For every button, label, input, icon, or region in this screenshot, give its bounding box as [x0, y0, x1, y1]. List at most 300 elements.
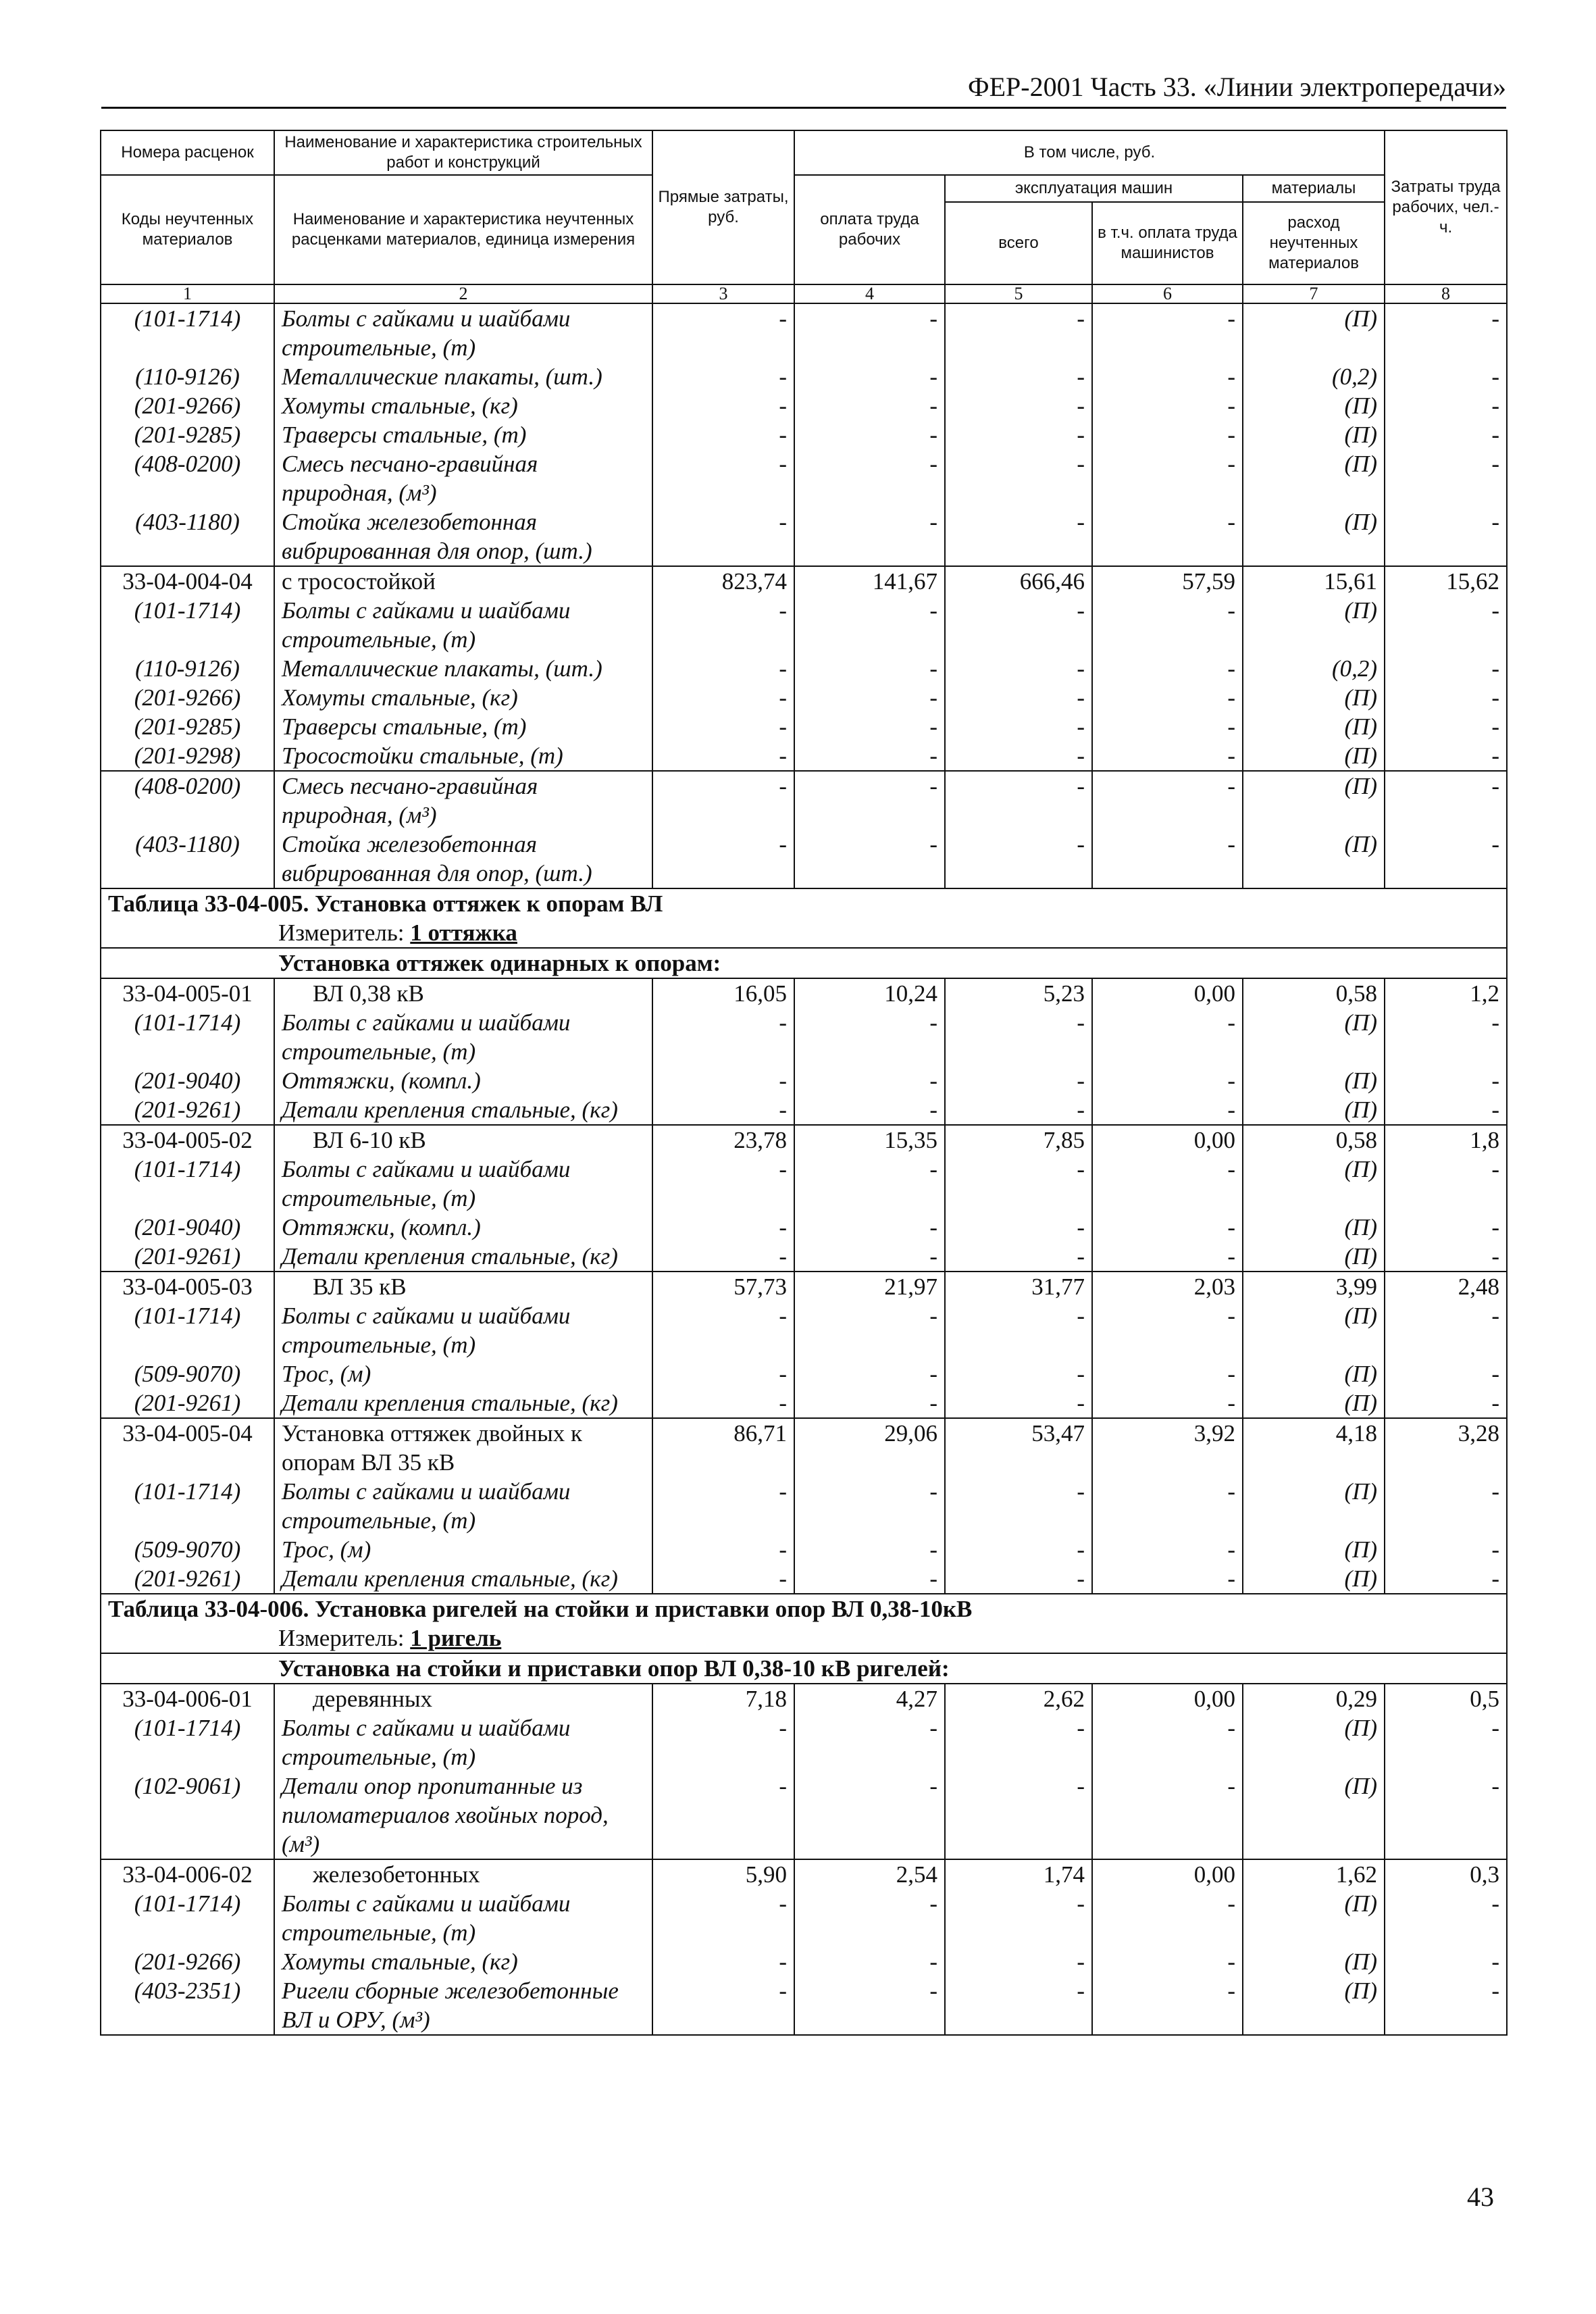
machines-total: 53,47 [945, 1418, 1092, 1477]
table-row [101, 1155, 1507, 1213]
material-name: Болты с гайками и шайбами строительные, (т) [274, 1889, 652, 1947]
direct-cost: - [652, 1564, 794, 1594]
machines-wages: - [1092, 1213, 1243, 1242]
materials: (П) [1243, 1213, 1385, 1242]
table-row [101, 1477, 1507, 1535]
materials: (П) [1243, 1564, 1385, 1594]
direct-cost: - [652, 771, 794, 830]
table-row [101, 1008, 1507, 1066]
material-name: Тросостойки стальные, (т) [274, 741, 652, 771]
table-row [101, 1125, 1507, 1155]
measure-row [101, 918, 1507, 948]
material-code: (102-9061) [101, 1771, 274, 1859]
materials: (П) [1243, 771, 1385, 830]
material-code: (101-1714) [101, 1713, 274, 1771]
col-name-top: Наименование и характеристика строительных работ и конструкций [274, 130, 652, 175]
wages: 10,24 [794, 978, 945, 1008]
machines-total: - [945, 1713, 1092, 1771]
work-name: ВЛ 6-10 кВ [274, 1125, 652, 1155]
material-code: (201-9040) [101, 1066, 274, 1095]
col-num: 3 [652, 284, 794, 303]
material-name: Стойка железобетонная вибрированная для опор, (шт.) [274, 507, 652, 566]
table-body [101, 303, 1507, 2035]
labor: - [1385, 391, 1507, 420]
col-machines: эксплуатация машин [945, 175, 1243, 202]
wages: 141,67 [794, 566, 945, 596]
materials: (П) [1243, 1947, 1385, 1976]
material-code: (408-0200) [101, 449, 274, 507]
labor: 0,3 [1385, 1859, 1507, 1889]
machines-wages: 0,00 [1092, 1125, 1243, 1155]
labor: - [1385, 303, 1507, 362]
direct-cost: - [652, 1213, 794, 1242]
labor: - [1385, 1008, 1507, 1066]
material-name: Оттяжки, (компл.) [274, 1066, 652, 1095]
col-code-top: Номера расценок [101, 130, 274, 175]
table-row [101, 362, 1507, 391]
labor: - [1385, 1242, 1507, 1272]
material-name: Детали крепления стальные, (кг) [274, 1095, 652, 1125]
machines-wages: - [1092, 1477, 1243, 1535]
machines-wages: - [1092, 362, 1243, 391]
col-labor: Затраты труда рабочих, чел.-ч. [1385, 130, 1507, 284]
col-num: 1 [101, 284, 274, 303]
wages: 2,54 [794, 1859, 945, 1889]
labor: 3,28 [1385, 1418, 1507, 1477]
measure [101, 1624, 1507, 1653]
labor: 1,8 [1385, 1125, 1507, 1155]
labor: 2,48 [1385, 1272, 1507, 1301]
material-name: Траверсы стальные, (т) [274, 712, 652, 741]
table-row [101, 654, 1507, 683]
labor: - [1385, 654, 1507, 683]
material-name: Оттяжки, (компл.) [274, 1213, 652, 1242]
machines-total: - [945, 1008, 1092, 1066]
machines-wages: - [1092, 1713, 1243, 1771]
table-row [101, 1242, 1507, 1272]
table-title-row [101, 1594, 1507, 1624]
material-code: (201-9266) [101, 1947, 274, 1976]
machines-wages: - [1092, 771, 1243, 830]
col-wages: оплата труда рабочих [794, 175, 945, 284]
table-title: Таблица 33-04-005. Установка оттяжек к опорам ВЛ [101, 888, 1507, 918]
material-name: Смесь песчано-гравийная природная, (м³) [274, 449, 652, 507]
col-name-bottom: Наименование и характеристика неучтенных расценками материалов, единица измерения [274, 175, 652, 284]
direct-cost: - [652, 712, 794, 741]
materials: (П) [1243, 303, 1385, 362]
labor: 0,5 [1385, 1684, 1507, 1713]
direct-cost: - [652, 683, 794, 712]
material-name: Ригели сборные железобетонные ВЛ и ОРУ, (м³) [274, 1976, 652, 2035]
wages: - [794, 1388, 945, 1418]
labor: - [1385, 1535, 1507, 1564]
rate-code: 33-04-005-01 [101, 978, 274, 1008]
work-name: ВЛ 35 кВ [274, 1272, 652, 1301]
wages: - [794, 1564, 945, 1594]
wages: - [794, 596, 945, 654]
table-row [101, 1684, 1507, 1713]
labor: - [1385, 596, 1507, 654]
rate-code: 33-04-006-02 [101, 1859, 274, 1889]
wages: 29,06 [794, 1418, 945, 1477]
table-row [101, 1418, 1507, 1477]
machines-total: - [945, 683, 1092, 712]
wages: - [794, 771, 945, 830]
machines-total: 2,62 [945, 1684, 1092, 1713]
machines-wages: - [1092, 1095, 1243, 1125]
wages: - [794, 1535, 945, 1564]
table-row [101, 507, 1507, 566]
machines-total: 666,46 [945, 566, 1092, 596]
materials: (П) [1243, 1301, 1385, 1359]
material-code: (201-9261) [101, 1388, 274, 1418]
material-name: Болты с гайками и шайбами строительные, (т) [274, 1008, 652, 1066]
machines-total: - [945, 362, 1092, 391]
wages: - [794, 1008, 945, 1066]
wages: - [794, 1095, 945, 1125]
materials: (П) [1243, 507, 1385, 566]
table-row [101, 712, 1507, 741]
direct-cost: - [652, 1095, 794, 1125]
material-name: Трос, (м) [274, 1535, 652, 1564]
direct-cost: 16,05 [652, 978, 794, 1008]
material-code: (403-1180) [101, 507, 274, 566]
col-num: 2 [274, 284, 652, 303]
labor: - [1385, 1889, 1507, 1947]
material-name: Металлические плакаты, (шт.) [274, 362, 652, 391]
machines-wages: - [1092, 391, 1243, 420]
machines-total: - [945, 391, 1092, 420]
machines-total: - [945, 449, 1092, 507]
wages: - [794, 507, 945, 566]
work-name: деревянных [274, 1684, 652, 1713]
table-row [101, 449, 1507, 507]
labor: - [1385, 741, 1507, 771]
direct-cost: - [652, 1359, 794, 1388]
wages: - [794, 830, 945, 888]
rate-code: 33-04-005-04 [101, 1418, 274, 1477]
material-name: Детали крепления стальные, (кг) [274, 1242, 652, 1272]
table-row [101, 1388, 1507, 1418]
wages: - [794, 391, 945, 420]
direct-cost: - [652, 420, 794, 449]
material-code: (110-9126) [101, 654, 274, 683]
wages: - [794, 1359, 945, 1388]
labor: 15,62 [1385, 566, 1507, 596]
material-code: (201-9266) [101, 683, 274, 712]
direct-cost: - [652, 1008, 794, 1066]
col-num: 8 [1385, 284, 1507, 303]
measure-label: Измеритель: [278, 1625, 411, 1651]
table-row [101, 683, 1507, 712]
labor: - [1385, 1388, 1507, 1418]
machines-wages: - [1092, 449, 1243, 507]
labor: - [1385, 507, 1507, 566]
measure [101, 918, 1507, 948]
machines-wages: - [1092, 1008, 1243, 1066]
machines-wages: 57,59 [1092, 566, 1243, 596]
machines-wages: - [1092, 507, 1243, 566]
direct-cost: - [652, 1301, 794, 1359]
machines-total: - [945, 1976, 1092, 2035]
labor: - [1385, 683, 1507, 712]
table-row [101, 1976, 1507, 2035]
materials: 1,62 [1243, 1859, 1385, 1889]
material-name: Стойка железобетонная вибрированная для опор, (шт.) [274, 830, 652, 888]
table-row [101, 1359, 1507, 1388]
materials: (П) [1243, 449, 1385, 507]
material-code: (408-0200) [101, 771, 274, 830]
table-row [101, 1947, 1507, 1976]
materials: (П) [1243, 1066, 1385, 1095]
machines-total: - [945, 596, 1092, 654]
material-name: Траверсы стальные, (т) [274, 420, 652, 449]
wages: - [794, 712, 945, 741]
wages: - [794, 1771, 945, 1859]
machines-total: - [945, 1535, 1092, 1564]
table-row [101, 1564, 1507, 1594]
machines-total: - [945, 830, 1092, 888]
direct-cost: - [652, 507, 794, 566]
wages: 4,27 [794, 1684, 945, 1713]
col-num: 4 [794, 284, 945, 303]
direct-cost: - [652, 1535, 794, 1564]
wages: - [794, 1155, 945, 1213]
labor: - [1385, 1095, 1507, 1125]
wages: - [794, 683, 945, 712]
table-row [101, 741, 1507, 771]
wages: - [794, 1242, 945, 1272]
direct-cost: 5,90 [652, 1859, 794, 1889]
labor: - [1385, 830, 1507, 888]
material-name: Болты с гайками и шайбами строительные, (т) [274, 1301, 652, 1359]
materials: (П) [1243, 1771, 1385, 1859]
labor: - [1385, 449, 1507, 507]
labor: - [1385, 420, 1507, 449]
wages: - [794, 303, 945, 362]
machines-wages: 2,03 [1092, 1272, 1243, 1301]
machines-wages: - [1092, 1301, 1243, 1359]
materials: (0,2) [1243, 362, 1385, 391]
direct-cost: 86,71 [652, 1418, 794, 1477]
wages: - [794, 1066, 945, 1095]
table-title: Таблица 33-04-006. Установка ригелей на стойки и приставки опор ВЛ 0,38-10кВ [101, 1594, 1507, 1624]
materials: (0,2) [1243, 654, 1385, 683]
table-row [101, 1889, 1507, 1947]
material-code: (201-9040) [101, 1213, 274, 1242]
materials: (П) [1243, 420, 1385, 449]
subtitle-row [101, 1653, 1507, 1684]
materials: (П) [1243, 391, 1385, 420]
material-code: (101-1714) [101, 303, 274, 362]
material-code: (509-9070) [101, 1535, 274, 1564]
material-code: (403-1180) [101, 830, 274, 888]
direct-cost: - [652, 741, 794, 771]
machines-wages: - [1092, 741, 1243, 771]
materials: 0,29 [1243, 1684, 1385, 1713]
wages: - [794, 1213, 945, 1242]
material-code: (201-9266) [101, 391, 274, 420]
wages: - [794, 741, 945, 771]
materials: (П) [1243, 1535, 1385, 1564]
wages: 21,97 [794, 1272, 945, 1301]
direct-cost: - [652, 1242, 794, 1272]
material-code: (101-1714) [101, 1477, 274, 1535]
labor: - [1385, 1213, 1507, 1242]
work-name: с тросостойкой [274, 566, 652, 596]
material-name: Хомуты стальные, (кг) [274, 1947, 652, 1976]
material-name: Хомуты стальные, (кг) [274, 391, 652, 420]
wages: - [794, 654, 945, 683]
material-code: (101-1714) [101, 596, 274, 654]
material-code: (509-9070) [101, 1359, 274, 1388]
materials: (П) [1243, 1889, 1385, 1947]
direct-cost: - [652, 1066, 794, 1095]
table-title-row [101, 888, 1507, 918]
table-row [101, 1713, 1507, 1771]
machines-wages: - [1092, 1535, 1243, 1564]
table-row [101, 596, 1507, 654]
machines-wages: - [1092, 830, 1243, 888]
materials: (П) [1243, 1359, 1385, 1388]
direct-cost: - [652, 830, 794, 888]
materials: (П) [1243, 741, 1385, 771]
table-row [101, 771, 1507, 830]
wages: - [794, 1889, 945, 1947]
table-head [101, 130, 1507, 303]
wages: - [794, 1976, 945, 2035]
direct-cost: 823,74 [652, 566, 794, 596]
work-name: железобетонных [274, 1859, 652, 1889]
direct-cost: - [652, 1388, 794, 1418]
machines-wages: 0,00 [1092, 1859, 1243, 1889]
wages: - [794, 449, 945, 507]
labor: - [1385, 1477, 1507, 1535]
machines-wages: - [1092, 683, 1243, 712]
machines-total: 31,77 [945, 1272, 1092, 1301]
wages: - [794, 1713, 945, 1771]
materials: (П) [1243, 1242, 1385, 1272]
col-incl: В том числе, руб. [794, 130, 1385, 175]
table-row [101, 1066, 1507, 1095]
direct-cost: - [652, 362, 794, 391]
machines-total: - [945, 1213, 1092, 1242]
machines-total: - [945, 1301, 1092, 1359]
material-code: (201-9261) [101, 1095, 274, 1125]
labor: - [1385, 1301, 1507, 1359]
direct-cost: - [652, 1976, 794, 2035]
material-name: Детали опор пропитанные из пиломатериалов хвойных пород, (м³) [274, 1771, 652, 1859]
machines-wages: - [1092, 654, 1243, 683]
table-row [101, 566, 1507, 596]
material-name: Болты с гайками и шайбами строительные, (т) [274, 596, 652, 654]
labor: - [1385, 1771, 1507, 1859]
direct-cost: - [652, 1771, 794, 1859]
machines-total: - [945, 1155, 1092, 1213]
table-row [101, 830, 1507, 888]
materials: (П) [1243, 1095, 1385, 1125]
material-name: Хомуты стальные, (кг) [274, 683, 652, 712]
table-row [101, 1213, 1507, 1242]
machines-total: - [945, 1477, 1092, 1535]
machines-wages: 0,00 [1092, 1684, 1243, 1713]
machines-wages: - [1092, 1242, 1243, 1272]
material-name: Детали крепления стальные, (кг) [274, 1564, 652, 1594]
machines-wages: - [1092, 1359, 1243, 1388]
measure-label: Измеритель: [278, 920, 411, 946]
materials: (П) [1243, 830, 1385, 888]
material-code: (201-9298) [101, 741, 274, 771]
materials: (П) [1243, 1477, 1385, 1535]
machines-wages: - [1092, 1388, 1243, 1418]
table-row [101, 1301, 1507, 1359]
wages: 15,35 [794, 1125, 945, 1155]
table-row [101, 420, 1507, 449]
machines-total: - [945, 741, 1092, 771]
machines-total: - [945, 507, 1092, 566]
machines-total: - [945, 1889, 1092, 1947]
machines-total: - [945, 1066, 1092, 1095]
direct-cost: - [652, 1155, 794, 1213]
machines-total: - [945, 1564, 1092, 1594]
machines-total: 5,23 [945, 978, 1092, 1008]
labor: - [1385, 1066, 1507, 1095]
materials: (П) [1243, 1008, 1385, 1066]
material-code: (201-9261) [101, 1564, 274, 1594]
table-row [101, 303, 1507, 362]
wages: - [794, 362, 945, 391]
material-code: (201-9261) [101, 1242, 274, 1272]
machines-total: - [945, 1947, 1092, 1976]
subtitle-row [101, 948, 1507, 978]
material-name: Металлические плакаты, (шт.) [274, 654, 652, 683]
materials: (П) [1243, 1976, 1385, 2035]
rate-code: 33-04-004-04 [101, 566, 274, 596]
machines-total: - [945, 1388, 1092, 1418]
col-machines-wages: в т.ч. оплата труда машинистов [1092, 202, 1243, 284]
materials: (П) [1243, 1713, 1385, 1771]
materials: 0,58 [1243, 1125, 1385, 1155]
col-materials: материалы [1243, 175, 1385, 202]
machines-wages: 0,00 [1092, 978, 1243, 1008]
direct-cost: - [652, 1713, 794, 1771]
measure-unit: 1 ригель [410, 1625, 502, 1651]
materials: (П) [1243, 712, 1385, 741]
machines-total: - [945, 1095, 1092, 1125]
labor: - [1385, 1713, 1507, 1771]
materials: 15,61 [1243, 566, 1385, 596]
machines-wages: - [1092, 1947, 1243, 1976]
material-name: Трос, (м) [274, 1359, 652, 1388]
labor: - [1385, 362, 1507, 391]
wages: - [794, 1947, 945, 1976]
wages: - [794, 1301, 945, 1359]
direct-cost: - [652, 596, 794, 654]
table-row [101, 1771, 1507, 1859]
direct-cost: - [652, 654, 794, 683]
measure-row [101, 1624, 1507, 1653]
subtitle: Установка оттяжек одинарных к опорам: [101, 948, 1507, 978]
material-name: Болты с гайками и шайбами строительные, (т) [274, 1155, 652, 1213]
machines-total: 1,74 [945, 1859, 1092, 1889]
material-code: (110-9126) [101, 362, 274, 391]
machines-total: - [945, 771, 1092, 830]
materials: 4,18 [1243, 1418, 1385, 1477]
rate-code: 33-04-006-01 [101, 1684, 274, 1713]
wages: - [794, 1477, 945, 1535]
col-machines-total: всего [945, 202, 1092, 284]
labor: - [1385, 1155, 1507, 1213]
